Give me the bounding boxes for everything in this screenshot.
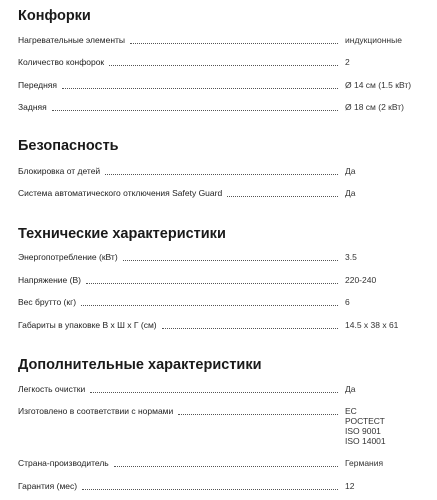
spec-label: Вес брутто (кг) — [18, 297, 81, 308]
section-title: Конфорки — [18, 8, 91, 24]
section-technical — [18, 226, 414, 330]
spec-label: Нагревательные элементы — [18, 35, 130, 46]
spec-label: Габариты в упаковке В х Ш х Г (см) — [18, 320, 162, 331]
dotted-leader — [52, 102, 338, 111]
dotted-leader — [123, 252, 338, 261]
spec-value: Ø 18 см (2 кВт) — [345, 102, 404, 112]
section-title: Технические характеристики — [18, 226, 226, 242]
spec-value: 2 — [345, 57, 350, 67]
dotted-leader — [90, 384, 338, 393]
dotted-leader — [227, 188, 338, 197]
dotted-leader — [109, 57, 338, 66]
spec-label: Система автоматического отключения Safety Guard — [18, 188, 227, 199]
spec-label: Блокировка от детей — [18, 166, 105, 177]
dotted-leader — [86, 275, 338, 284]
spec-value: Да — [345, 166, 356, 176]
spec-value: 6 — [345, 297, 350, 307]
spec-value: Германия — [345, 458, 384, 468]
spec-label: Страна-производитель — [18, 458, 114, 469]
spec-value: 14.5 x 38 x 61 — [345, 320, 399, 330]
spec-label: Задняя — [18, 102, 52, 113]
section-title: Безопасность — [18, 138, 119, 154]
section-burners — [18, 8, 414, 112]
spec-value: индукционные — [345, 35, 402, 45]
spec-value: Да — [345, 384, 356, 394]
dotted-leader — [114, 458, 338, 467]
spec-label: Количество конфорок — [18, 57, 109, 68]
spec-value: Да — [345, 188, 356, 198]
spec-label: Энергопотребление (кВт) — [18, 252, 123, 263]
spec-value: 12 — [345, 481, 355, 491]
dotted-leader — [105, 166, 338, 175]
standard-item: ISO 9001 — [345, 426, 381, 436]
spec-label: Изготовлено в соответствии с нормами — [18, 406, 178, 417]
standard-item: РОСТЕСТ — [345, 416, 385, 426]
dotted-leader — [130, 35, 338, 44]
spec-label: Передняя — [18, 80, 62, 91]
spec-label: Напряжение (В) — [18, 275, 86, 286]
spec-label: Гарантия (мес) — [18, 481, 82, 492]
spec-value: 220-240 — [345, 275, 377, 285]
section-title: Дополнительные характеристики — [18, 357, 262, 373]
spec-value: Ø 14 см (1.5 кВт) — [345, 80, 412, 90]
standard-item: ЕС — [345, 406, 357, 416]
standard-item: ISO 14001 — [345, 436, 386, 446]
dotted-leader — [62, 80, 338, 89]
dotted-leader — [82, 481, 338, 490]
section-additional — [18, 357, 414, 491]
dotted-leader — [162, 320, 338, 329]
section-safety — [18, 138, 414, 198]
dotted-leader — [81, 297, 338, 306]
spec-label: Легкость очистки — [18, 384, 90, 395]
spec-value-list — [345, 406, 386, 446]
spec-value: 3.5 — [345, 252, 357, 262]
dotted-leader — [178, 406, 338, 415]
